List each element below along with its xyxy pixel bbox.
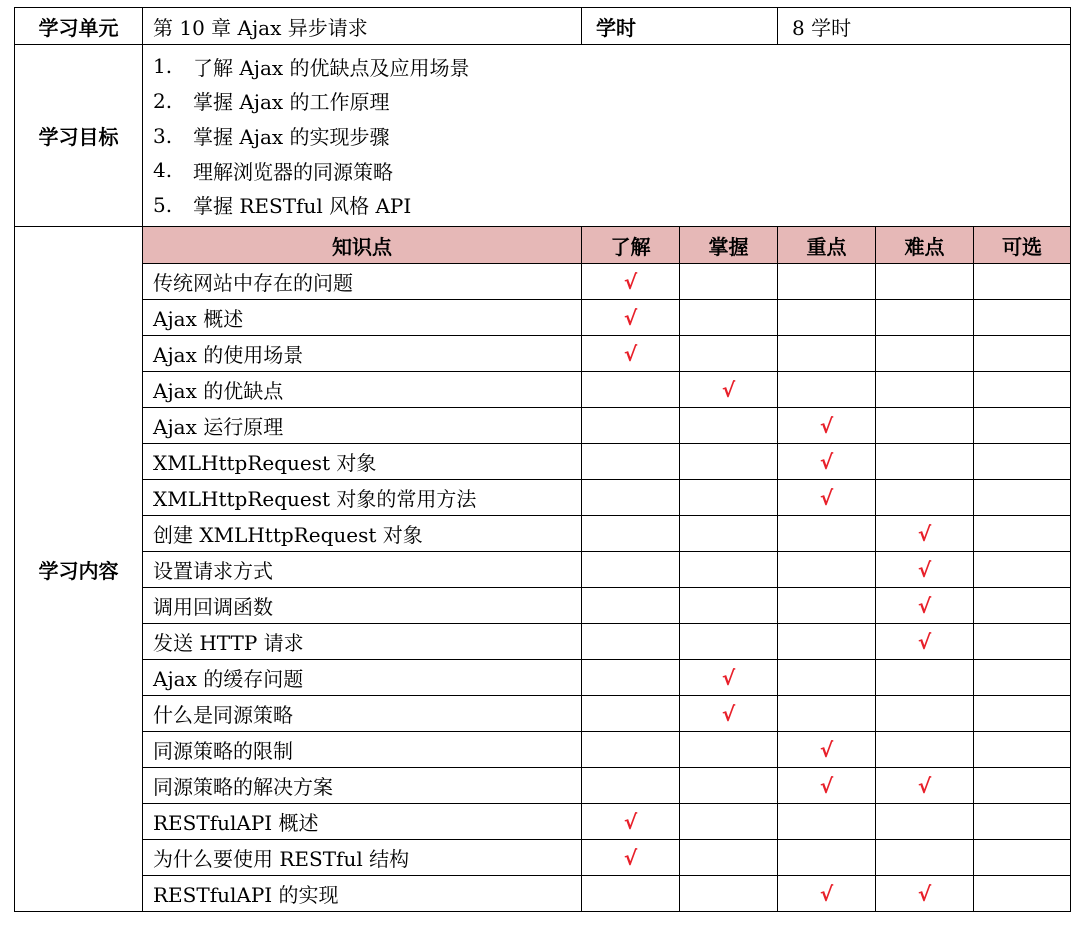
table-row xyxy=(15,696,1071,732)
check-mark xyxy=(974,408,1071,444)
topic-cell: Ajax 的使用场景 xyxy=(143,336,582,372)
objective-num: 4. xyxy=(153,158,173,183)
unit-value: 第 10 章 Ajax 异步请求 xyxy=(143,8,582,45)
check-mark: √ xyxy=(778,876,876,912)
check-mark xyxy=(680,876,778,912)
check-mark xyxy=(974,444,1071,480)
check-mark xyxy=(680,588,778,624)
table-row xyxy=(15,372,1071,408)
check-mark xyxy=(582,660,680,696)
table-row xyxy=(15,876,1071,912)
check-mark xyxy=(974,264,1071,300)
topic-cell: RESTfulAPI 概述 xyxy=(143,804,582,840)
check-mark: √ xyxy=(876,516,974,552)
table-row xyxy=(15,768,1071,804)
check-mark xyxy=(974,372,1071,408)
check-mark xyxy=(974,840,1071,876)
content-label: 学习内容 xyxy=(15,227,143,912)
check-mark: √ xyxy=(876,876,974,912)
check-mark xyxy=(778,264,876,300)
table-row xyxy=(15,336,1071,372)
topic-cell: 调用回调函数 xyxy=(143,588,582,624)
check-mark xyxy=(974,624,1071,660)
check-mark xyxy=(778,804,876,840)
check-mark: √ xyxy=(778,408,876,444)
check-mark: √ xyxy=(778,480,876,516)
objective-num: 5. xyxy=(153,192,173,217)
topic-cell: 传统网站中存在的问题 xyxy=(143,264,582,300)
check-mark xyxy=(582,696,680,732)
table-row xyxy=(15,660,1071,696)
check-mark xyxy=(582,876,680,912)
check-mark xyxy=(974,552,1071,588)
topic-cell: RESTfulAPI 的实现 xyxy=(143,876,582,912)
topic-cell: 什么是同源策略 xyxy=(143,696,582,732)
unit-label: 学习单元 xyxy=(15,8,143,45)
check-mark xyxy=(680,732,778,768)
objective-text: 掌握 Ajax 的工作原理 xyxy=(193,90,390,115)
check-mark xyxy=(778,336,876,372)
objective-item xyxy=(153,153,1060,188)
check-mark xyxy=(680,336,778,372)
check-mark xyxy=(876,480,974,516)
objective-item xyxy=(153,118,1060,153)
check-mark xyxy=(778,552,876,588)
topic-cell: Ajax 的优缺点 xyxy=(143,372,582,408)
topic-cell: Ajax 概述 xyxy=(143,300,582,336)
topic-cell: 发送 HTTP 请求 xyxy=(143,624,582,660)
check-mark xyxy=(680,408,778,444)
topic-cell: 同源策略的解决方案 xyxy=(143,768,582,804)
check-mark: √ xyxy=(778,732,876,768)
check-mark xyxy=(680,804,778,840)
check-mark xyxy=(876,408,974,444)
table-row xyxy=(15,264,1071,300)
check-mark xyxy=(680,444,778,480)
check-mark xyxy=(778,516,876,552)
col-difficulty: 难点 xyxy=(876,227,974,264)
check-mark xyxy=(876,804,974,840)
table-row xyxy=(15,444,1071,480)
table-row xyxy=(15,480,1071,516)
check-mark xyxy=(778,624,876,660)
check-mark: √ xyxy=(582,840,680,876)
check-mark xyxy=(876,696,974,732)
check-mark xyxy=(974,768,1071,804)
check-mark xyxy=(582,408,680,444)
check-mark xyxy=(974,516,1071,552)
unit-row xyxy=(15,8,1071,45)
objective-item xyxy=(153,49,1060,84)
check-mark xyxy=(778,588,876,624)
col-topic: 知识点 xyxy=(143,227,582,264)
check-mark xyxy=(876,300,974,336)
check-mark xyxy=(876,660,974,696)
check-mark: √ xyxy=(876,768,974,804)
check-mark xyxy=(680,264,778,300)
check-mark xyxy=(582,624,680,660)
objective-num: 2. xyxy=(153,88,173,113)
check-mark xyxy=(778,696,876,732)
check-mark xyxy=(582,372,680,408)
check-mark xyxy=(680,480,778,516)
check-mark xyxy=(778,840,876,876)
objective-text: 掌握 Ajax 的实现步骤 xyxy=(193,125,390,149)
check-mark: √ xyxy=(680,660,778,696)
table-row xyxy=(15,624,1071,660)
col-key-point: 重点 xyxy=(778,227,876,264)
objective-item xyxy=(153,187,1060,222)
check-mark xyxy=(974,696,1071,732)
table-row xyxy=(15,804,1071,840)
objective-text: 理解浏览器的同源策略 xyxy=(193,159,393,184)
objective-item xyxy=(153,84,1060,119)
table-row xyxy=(15,516,1071,552)
check-mark: √ xyxy=(778,444,876,480)
check-mark: √ xyxy=(582,264,680,300)
objective-num: 3. xyxy=(153,123,173,148)
check-mark xyxy=(778,300,876,336)
objective-text: 了解 Ajax 的优缺点及应用场景 xyxy=(193,55,470,80)
check-mark xyxy=(876,840,974,876)
topic-cell: Ajax 的缓存问题 xyxy=(143,660,582,696)
objectives-row xyxy=(15,45,1071,227)
topic-cell: XMLHttpRequest 对象的常用方法 xyxy=(143,480,582,516)
check-mark xyxy=(582,516,680,552)
check-mark: √ xyxy=(680,696,778,732)
hours-value: 8 学时 xyxy=(778,8,1071,45)
col-master: 掌握 xyxy=(680,227,778,264)
check-mark xyxy=(974,336,1071,372)
check-mark: √ xyxy=(680,372,778,408)
check-mark xyxy=(876,732,974,768)
check-mark xyxy=(876,336,974,372)
check-mark: √ xyxy=(582,804,680,840)
col-understand: 了解 xyxy=(582,227,680,264)
check-mark xyxy=(680,840,778,876)
check-mark xyxy=(680,552,778,588)
check-mark xyxy=(876,372,974,408)
hours-label: 学时 xyxy=(582,8,778,45)
table-row xyxy=(15,300,1071,336)
check-mark xyxy=(778,660,876,696)
check-mark: √ xyxy=(876,588,974,624)
table-row xyxy=(15,840,1071,876)
check-mark xyxy=(680,624,778,660)
topic-cell: 设置请求方式 xyxy=(143,552,582,588)
topic-cell: Ajax 运行原理 xyxy=(143,408,582,444)
check-mark xyxy=(582,768,680,804)
check-mark xyxy=(680,300,778,336)
table-row xyxy=(15,552,1071,588)
check-mark xyxy=(582,480,680,516)
topic-cell: 同源策略的限制 xyxy=(143,732,582,768)
check-mark xyxy=(876,264,974,300)
table-row xyxy=(15,732,1071,768)
objectives-list xyxy=(143,45,1071,227)
check-mark xyxy=(876,444,974,480)
check-mark xyxy=(974,300,1071,336)
check-mark xyxy=(974,588,1071,624)
check-mark xyxy=(974,804,1071,840)
check-mark: √ xyxy=(778,768,876,804)
check-mark xyxy=(582,444,680,480)
check-mark xyxy=(680,768,778,804)
check-mark xyxy=(974,660,1071,696)
topic-cell: XMLHttpRequest 对象 xyxy=(143,444,582,480)
table-row xyxy=(15,588,1071,624)
objectives-label: 学习目标 xyxy=(15,45,143,227)
check-mark xyxy=(974,732,1071,768)
check-mark xyxy=(582,588,680,624)
table-row xyxy=(15,408,1071,444)
check-mark xyxy=(582,552,680,588)
topic-cell: 为什么要使用 RESTful 结构 xyxy=(143,840,582,876)
check-mark: √ xyxy=(582,300,680,336)
check-mark xyxy=(974,876,1071,912)
check-mark: √ xyxy=(582,336,680,372)
check-mark xyxy=(778,372,876,408)
check-mark: √ xyxy=(876,624,974,660)
content-header-row xyxy=(15,227,1071,264)
objective-text: 掌握 RESTful 风格 API xyxy=(193,194,412,219)
topic-cell: 创建 XMLHttpRequest 对象 xyxy=(143,516,582,552)
objective-num: 1. xyxy=(153,54,173,79)
check-mark xyxy=(582,732,680,768)
col-optional: 可选 xyxy=(974,227,1071,264)
check-mark xyxy=(974,480,1071,516)
learning-plan-table xyxy=(14,7,1071,912)
check-mark xyxy=(680,516,778,552)
check-mark: √ xyxy=(876,552,974,588)
